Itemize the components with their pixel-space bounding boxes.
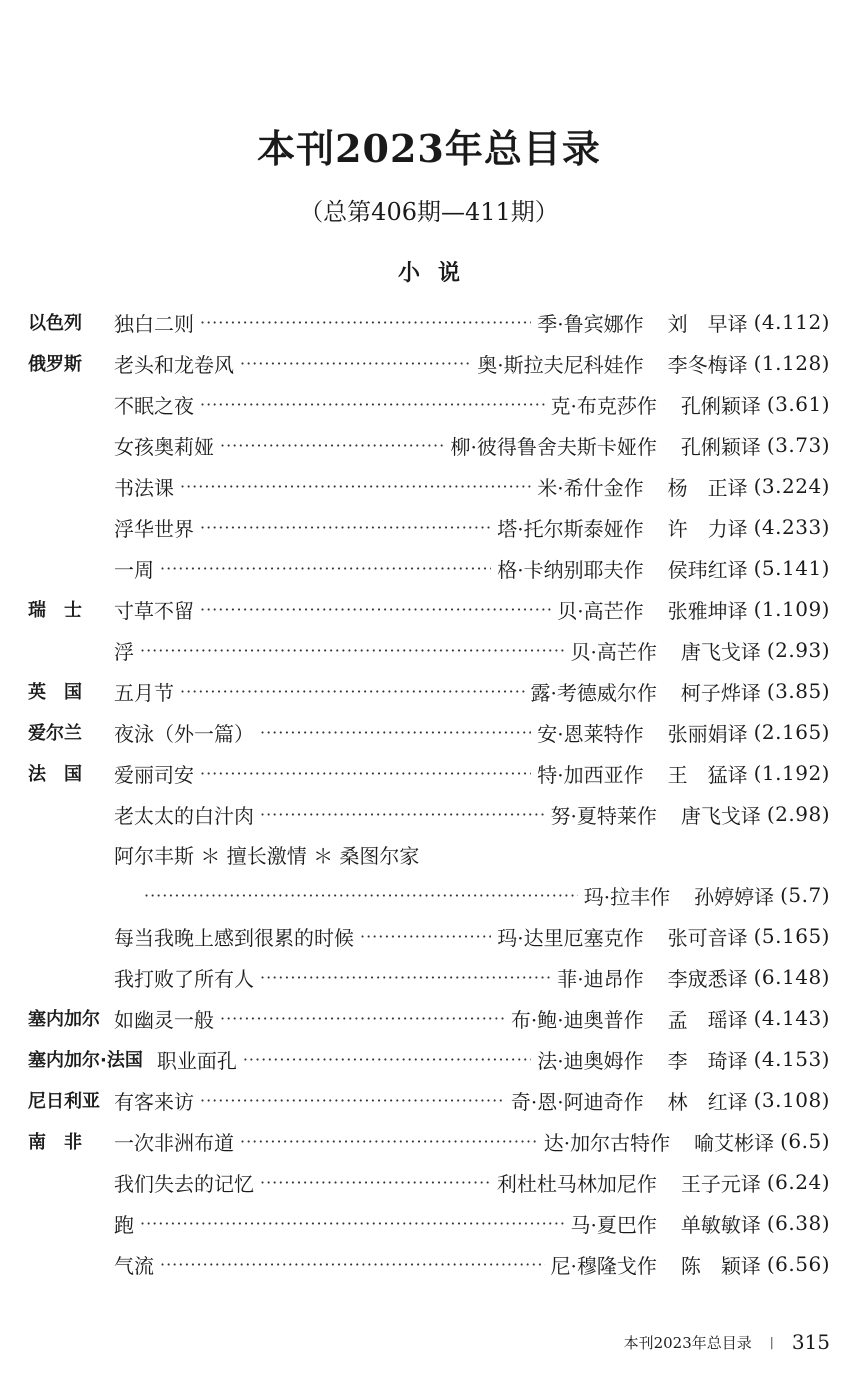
toc-entry [28, 343, 830, 383]
entry-author: 米·希什金作 [537, 475, 644, 500]
leader-dots [200, 518, 491, 537]
entry-translator: 李 琦译 [667, 1048, 748, 1073]
entry-issue: (1.192) [753, 761, 830, 785]
leader-dots [160, 1255, 545, 1274]
leader-dots [144, 886, 578, 905]
entry-work: 独白二则 [114, 311, 194, 336]
entry-author: 玛·达里厄塞克作 [497, 925, 644, 950]
entry-country: 英 国 [28, 682, 82, 703]
entry-translator: 张可音译 [667, 925, 748, 950]
leader-dots [260, 805, 545, 824]
section-heading: 小说 [397, 260, 478, 286]
leader-dots [240, 354, 471, 373]
entry-issue: (3.224) [753, 474, 830, 498]
entry-issue: (1.109) [753, 597, 830, 621]
entry-author: 努·夏特莱作 [550, 803, 657, 828]
entry-work: 老头和龙卷风 [114, 352, 234, 377]
entry-author: 安·恩莱特作 [537, 721, 644, 746]
toc-entry [28, 1039, 830, 1079]
entry-work: 夜泳（外一篇） [114, 721, 254, 746]
entry-translator: 唐飞戈译 [680, 803, 761, 828]
entry-country: 法 国 [28, 764, 82, 785]
entry-work: 女孩奥莉娅 [114, 434, 214, 459]
entry-author: 达·加尔古特作 [543, 1130, 671, 1155]
toc-entry [28, 712, 830, 752]
entry-author: 尼·穆隆戈作 [550, 1253, 657, 1278]
leader-dots [220, 1009, 505, 1028]
leader-dots [220, 436, 445, 455]
leader-dots [140, 641, 565, 660]
entry-work: 不眠之夜 [114, 393, 194, 418]
entry-work: 阿尔丰斯 ＊ 擅长激情 ＊ 桑图尔家 [114, 843, 420, 868]
entry-country: 以色列 [28, 313, 82, 334]
entry-issue: (6.148) [753, 965, 830, 989]
entry-author: 特·加西亚作 [537, 762, 644, 787]
entry-issue: (2.98) [766, 802, 830, 826]
toc-entry [28, 1121, 830, 1161]
entry-work: 职业面孔 [156, 1048, 237, 1073]
entry-author: 布·鲍·迪奥普作 [510, 1007, 644, 1032]
entry-work: 一周 [114, 557, 154, 582]
toc-entry [28, 507, 830, 547]
entry-issue: (1.128) [753, 351, 830, 375]
entry-author: 露·考德威尔作 [530, 680, 657, 705]
entry-issue: (6.24) [766, 1170, 830, 1194]
entry-issue: (6.38) [766, 1211, 830, 1235]
entry-translator: 孔俐颖译 [680, 434, 761, 459]
leader-dots [200, 313, 531, 332]
entry-issue: (4.233) [753, 515, 830, 539]
entry-author: 柳·彼得鲁舍夫斯卡娅作 [450, 434, 657, 459]
entry-translator: 李冬梅译 [667, 352, 748, 377]
entry-translator: 孙婷婷译 [694, 884, 775, 909]
toc-entry [28, 671, 830, 711]
entry-author: 奇·恩·阿迪奇作 [510, 1089, 644, 1114]
footer-separator: | [769, 1335, 774, 1349]
entry-author: 格·卡纳别耶夫作 [497, 557, 644, 582]
toc-entry [28, 957, 830, 997]
entry-issue: (2.165) [753, 720, 830, 744]
entry-author: 塔·托尔斯泰娅作 [497, 516, 644, 541]
entry-translator: 刘 早译 [667, 311, 748, 336]
entry-issue: (3.73) [766, 433, 830, 457]
entry-translator: 孟 瑶译 [667, 1007, 748, 1032]
entry-work: 我们失去的记忆 [114, 1171, 254, 1196]
entry-issue: (4.143) [753, 1006, 830, 1030]
toc-entry [28, 425, 830, 465]
toc-entry [28, 548, 830, 588]
running-title: 本刊2023年总目录 [623, 1333, 752, 1352]
entry-issue: (4.112) [753, 310, 830, 334]
entry-work: 书法课 [114, 475, 174, 500]
leader-dots [200, 600, 551, 619]
entry-country: 尼日利亚 [28, 1091, 100, 1112]
leader-dots [240, 1132, 538, 1151]
entry-translator: 唐飞戈译 [680, 639, 761, 664]
leader-dots [360, 927, 491, 946]
entry-translator: 王子元译 [680, 1171, 761, 1196]
entry-translator: 柯子烨译 [680, 680, 761, 705]
toc-entry [28, 794, 830, 834]
issue-range-subtitle: （总第406期—411期） [299, 198, 559, 226]
leader-dots [180, 682, 525, 701]
leader-dots [180, 477, 531, 496]
toc-entry [28, 1080, 830, 1120]
entry-work: 气流 [114, 1253, 154, 1278]
entry-translator: 张丽娟译 [667, 721, 748, 746]
leader-dots [243, 1050, 531, 1069]
entry-issue: (2.93) [766, 638, 830, 662]
entry-translator: 杨 正译 [667, 475, 748, 500]
entry-translator: 侯玮红译 [667, 557, 748, 582]
entry-issue: (5.7) [780, 883, 830, 907]
entry-author: 季·鲁宾娜作 [537, 311, 644, 336]
leader-dots [200, 395, 545, 414]
entry-author: 马·夏巴作 [570, 1212, 657, 1237]
entry-country: 瑞 士 [28, 600, 82, 621]
toc-entry [28, 1162, 830, 1202]
entry-issue: (5.141) [753, 556, 830, 580]
entry-author: 克·布克莎作 [550, 393, 657, 418]
entry-author: 玛·拉丰作 [583, 884, 671, 909]
leader-dots [200, 764, 531, 783]
entry-country: 塞内加尔·法国 [28, 1050, 143, 1071]
leader-dots [160, 559, 491, 578]
entry-translator: 单敏敏译 [680, 1212, 761, 1237]
toc-entry-continuation [28, 875, 830, 915]
page-title: 本刊2023年总目录 [257, 126, 601, 171]
entry-issue: (3.85) [766, 679, 830, 703]
entry-country: 俄罗斯 [28, 354, 82, 375]
entry-translator: 张雅坤译 [667, 598, 748, 623]
entry-country: 爱尔兰 [28, 723, 82, 744]
entry-work: 浮华世界 [114, 516, 194, 541]
entry-work: 寸草不留 [114, 598, 194, 623]
toc-entry [28, 1244, 830, 1284]
entry-country: 南 非 [28, 1132, 82, 1153]
entry-issue: (6.56) [766, 1252, 830, 1276]
entry-country: 塞内加尔 [28, 1009, 100, 1030]
entry-work: 有客来访 [114, 1089, 194, 1114]
page-footer [624, 1330, 830, 1354]
toc-entry [28, 998, 830, 1038]
page-number: 315 [791, 1330, 830, 1354]
toc-entry [28, 916, 830, 956]
entry-work: 五月节 [114, 680, 174, 705]
toc-entry [28, 753, 830, 793]
leader-dots [260, 968, 551, 987]
entry-work: 跑 [114, 1212, 134, 1237]
toc-entry [28, 630, 830, 670]
entry-translator: 喻艾彬译 [694, 1130, 775, 1155]
entry-translator: 孔俐颖译 [680, 393, 761, 418]
toc-entry [28, 384, 830, 424]
entry-author: 奥·斯拉夫尼科娃作 [477, 352, 644, 377]
entry-translator: 李宬悉译 [667, 966, 748, 991]
entry-translator: 陈 颖译 [680, 1253, 761, 1278]
entry-issue: (4.153) [753, 1047, 830, 1071]
entry-author: 菲·迪昂作 [557, 966, 644, 991]
entry-work: 我打败了所有人 [114, 966, 254, 991]
entry-author: 贝·高芒作 [570, 639, 657, 664]
entry-translator: 许 力译 [667, 516, 748, 541]
toc-entry [28, 834, 830, 874]
entry-issue: (3.108) [753, 1088, 830, 1112]
entry-work: 老太太的白汁肉 [114, 803, 254, 828]
entry-work: 爱丽司安 [114, 762, 194, 787]
entry-author: 法·迪奥姆作 [537, 1048, 644, 1073]
leader-dots [200, 1091, 505, 1110]
entry-translator: 王 猛译 [667, 762, 748, 787]
entry-issue: (5.165) [753, 924, 830, 948]
entry-work: 浮 [114, 639, 134, 664]
leader-dots [140, 1214, 565, 1233]
entry-issue: (6.5) [780, 1129, 830, 1153]
leader-dots [260, 723, 531, 742]
leader-dots [260, 1173, 491, 1192]
entry-work: 一次非洲布道 [114, 1130, 234, 1155]
entry-work: 如幽灵一般 [114, 1007, 214, 1032]
entry-issue: (3.61) [766, 392, 830, 416]
toc-entry [28, 302, 830, 342]
entry-work: 每当我晚上感到很累的时候 [114, 925, 354, 950]
toc-entry [28, 589, 830, 629]
entry-translator: 林 红译 [667, 1089, 748, 1114]
toc-entry [28, 1203, 830, 1243]
entry-author: 贝·高芒作 [557, 598, 644, 623]
entry-author: 利杜杜马林加尼作 [496, 1171, 657, 1196]
toc-entry [28, 466, 830, 506]
